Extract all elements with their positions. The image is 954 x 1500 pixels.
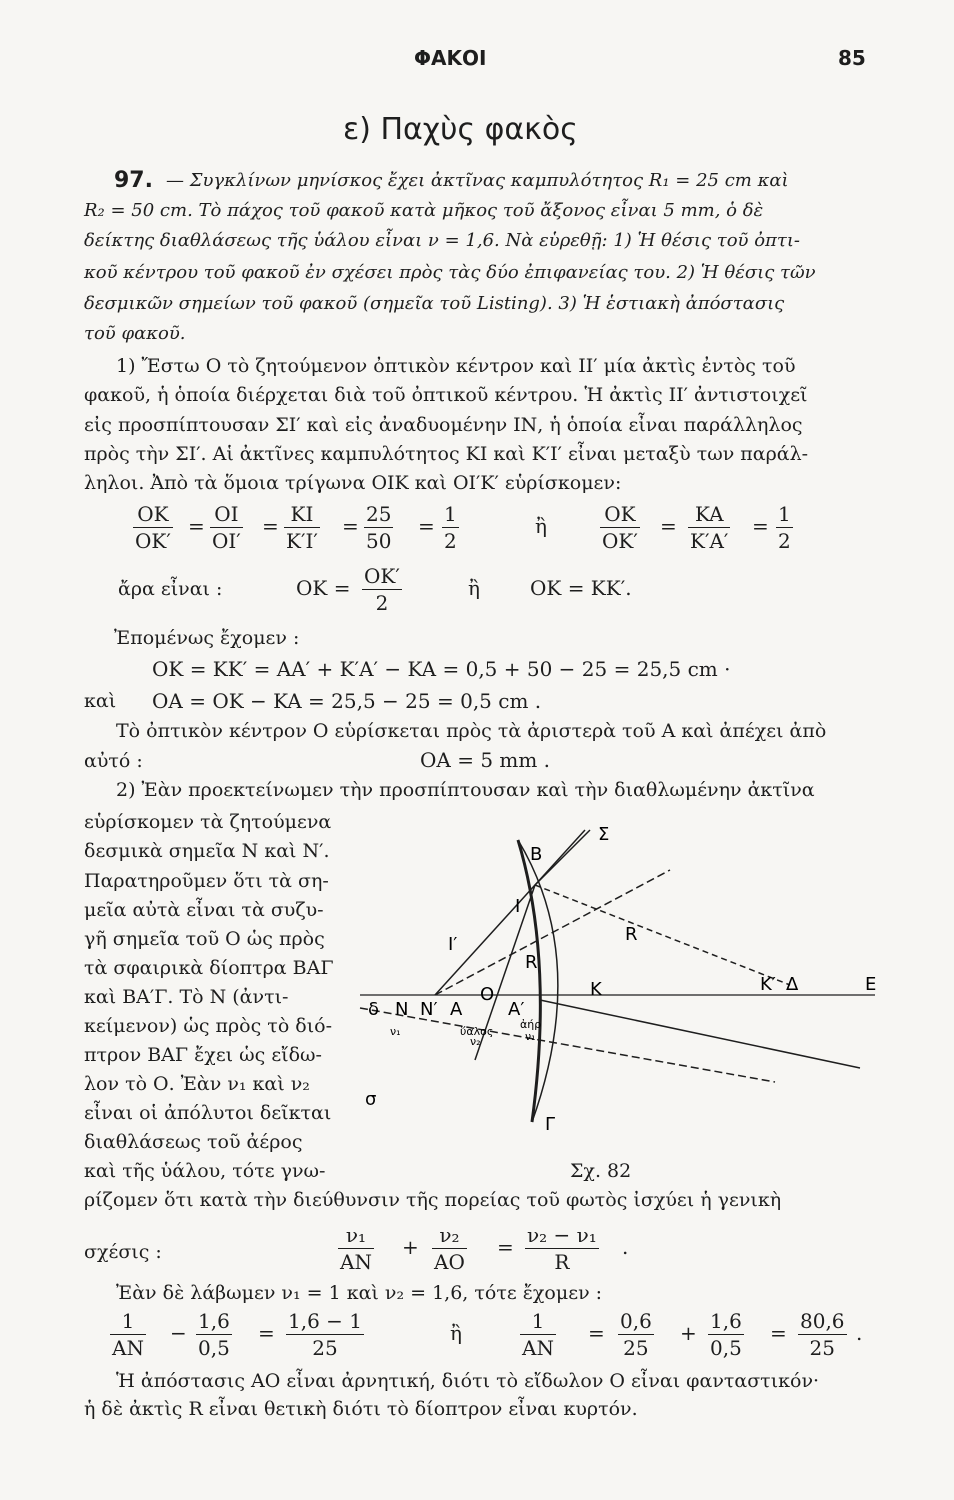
equation: OK = KK′. bbox=[530, 576, 632, 600]
column-line: καὶ τῆς ὑάλου, τότε γνω- bbox=[84, 1160, 326, 1182]
label-i: I bbox=[515, 896, 521, 917]
fraction: $\frac{80,6}{25}$ bbox=[800, 1309, 845, 1360]
label-e: E bbox=[865, 974, 877, 995]
solution1-line: πρὸς τὴν ΣΙ′. Αἱ ἀκτῖνες καμπυλότητος ΚΙ καὶ Κ′Ι′ εἶναι μεταξὺ των παράλ- bbox=[84, 443, 809, 465]
text-line: Ἐὰν δὲ λάβωμεν ν₁ = 1 καὶ ν₂ = 1,6, τότε ἔχομεν : bbox=[116, 1282, 603, 1304]
label-n-prime: N′ bbox=[420, 999, 438, 1020]
fraction: $\frac{OI}{OI'}$ bbox=[212, 502, 241, 553]
equation: OK = KK′ = AA′ + K′A′ − KA = 0,5 + 50 − 25 = 25,5 cm · bbox=[152, 657, 731, 681]
fraction: $\frac{KI}{K'I'}$ bbox=[286, 502, 318, 553]
label-air: ἀήρ bbox=[520, 1018, 542, 1031]
text-line: Ἐπομένως ἔχομεν : bbox=[114, 627, 300, 649]
label-a: A bbox=[450, 999, 463, 1020]
column-line: μεῖα αὐτὰ εἶναι τὰ συζυ- bbox=[84, 899, 324, 921]
fraction: $\frac{OK}{OK'}$ bbox=[602, 502, 638, 553]
column-line: τὰ σφαιρικὰ δίοπτρα ΒΑΓ bbox=[84, 957, 334, 979]
label-r: R bbox=[625, 924, 638, 945]
fraction: $\frac{1}{2}$ bbox=[778, 502, 791, 553]
figure-caption: Σχ. 82 bbox=[570, 1160, 632, 1182]
label-k-prime: K′ bbox=[760, 974, 776, 995]
fraction: $\frac{25}{50}$ bbox=[366, 502, 392, 553]
problem-line: δεσμικῶν σημείων τοῦ φακοῦ (σημεῖα τοῦ Listing). 3) Ἡ ἑστιακὴ ἀπόστασις bbox=[84, 293, 785, 314]
fraction: $\frac{\text{ν₁}}{AN}$ bbox=[340, 1223, 372, 1274]
fraction: $\frac{1,6}{0,5}$ bbox=[710, 1309, 742, 1360]
fraction: $\frac{\text{ν₂ − ν₁}}{R}$ bbox=[527, 1223, 597, 1274]
problem-line: τοῦ φακοῦ. bbox=[84, 323, 186, 344]
solution1-line: φακοῦ, ἡ ὁποία διέρχεται διὰ τοῦ ὀπτικοῦ κέντρου. Ἡ ἀκτὶς ΙΙ′ ἀντιστοιχεῖ bbox=[84, 384, 808, 406]
conjunction: ἢ bbox=[535, 514, 547, 538]
running-header: ΦΑΚΟΙ bbox=[414, 46, 487, 70]
text-line: 2) Ἐὰν προεκτείνωμεν τὴν προσπίπτουσαν καὶ τὴν διαθλωμένην ἀκτῖνα bbox=[116, 779, 815, 801]
conclusion-line: Ἡ ἀπόστασις ΑΟ εἶναι ἀρνητική, διότι τὸ εἴδωλον Ο εἶναι φανταστικόν· bbox=[116, 1370, 820, 1392]
emergent-ray bbox=[540, 1000, 860, 1068]
column-line: λον τὸ Ο. Ἐὰν ν₁ καὶ ν₂ bbox=[84, 1073, 310, 1095]
label-o: O bbox=[480, 984, 495, 1005]
fraction: $\frac{1}{AN}$ bbox=[522, 1309, 554, 1360]
equation: OA = 5 mm . bbox=[420, 748, 551, 772]
column-line: γῆ σημεῖα τοῦ Ο ὡς πρὸς bbox=[84, 928, 325, 950]
ara-label: ἄρα εἶναι : bbox=[118, 578, 223, 600]
fraction: $\frac{KA}{K'A'}$ bbox=[690, 502, 729, 553]
conclusion-line: ἡ δὲ ἀκτὶς R εἶναι θετικὴ διότι τὸ δίοπτρον εἶναι κυρτόν. bbox=[84, 1398, 638, 1420]
problem-line: — Συγκλίνων μηνίσκος ἔχει ἀκτῖνας καμπυλότητος R₁ = 25 cm καὶ bbox=[166, 170, 789, 191]
solution1-line: 1) Ἔστω Ο τὸ ζητούμενον ὀπτικὸν κέντρον καὶ ΙΙ′ μία ἀκτὶς ἐντὸς τοῦ bbox=[116, 355, 796, 377]
text-line: καὶ bbox=[84, 690, 117, 712]
column-line: εἶναι οἱ ἀπόλυτοι δεῖκται bbox=[84, 1102, 332, 1124]
text-line: Τὸ ὀπτικὸν κέντρον Ο εὑρίσκεται πρὸς τὰ ἀριστερὰ τοῦ Α καὶ ἀπέχει ἀπὸ bbox=[116, 720, 827, 742]
label-sigma-small: σ bbox=[365, 1089, 377, 1110]
label-k: K bbox=[590, 979, 602, 1000]
label-r2: R bbox=[525, 952, 538, 973]
fraction: $\frac{OK'}{2}$ bbox=[364, 564, 400, 615]
equation: OA = OK − KA = 25,5 − 25 = 0,5 cm . bbox=[152, 689, 542, 713]
conjunction: ἢ bbox=[468, 576, 480, 600]
label-sigma: Σ bbox=[598, 824, 610, 845]
label-delta: Δ bbox=[786, 974, 799, 995]
label-nu1: ν₁ bbox=[390, 1025, 401, 1038]
radius-line-k bbox=[535, 885, 790, 985]
fraction: $\frac{OK}{OK'}$ bbox=[135, 502, 171, 553]
label-delta-small: δ bbox=[368, 999, 380, 1020]
column-line: κείμενον) ὡς πρὸς τὸ διό- bbox=[84, 1015, 333, 1037]
problem-line: δείκτης διαθλάσεως τῆς ὑάλου εἶναι ν = 1,6. Νὰ εὑρεθῇ: 1) Ἡ θέσις τοῦ ὀπτι- bbox=[84, 230, 800, 251]
column-line: εὑρίσκομεν τὰ ζητούμενα bbox=[84, 811, 332, 833]
section-title: ε) Παχὺς φακὸς bbox=[343, 112, 578, 147]
column-line: δεσμικὰ σημεῖα Ν καὶ Ν′. bbox=[84, 840, 330, 862]
label-a-prime: A′ bbox=[508, 999, 525, 1020]
problem-line: R₂ = 50 cm. Τὸ πάχος τοῦ φακοῦ κατὰ μῆκος τοῦ ἄξονος εἶναι 5 mm, ὁ δὲ bbox=[84, 200, 764, 221]
equation: OK = bbox=[296, 576, 351, 600]
incident-ray bbox=[435, 830, 585, 995]
fraction: $\frac{1}{2}$ bbox=[444, 502, 457, 553]
problem-number: 97. bbox=[114, 168, 153, 193]
column-line: πτρον ΒΑΓ ἔχει ὡς εἴδω- bbox=[84, 1044, 322, 1066]
ray-segment bbox=[535, 830, 590, 885]
label-nu1b: ν₁ bbox=[525, 1030, 536, 1043]
column-line: Παρατηροῦμεν ὅτι τὰ ση- bbox=[84, 870, 329, 892]
label-i-prime: I′ bbox=[448, 934, 458, 955]
solution1-line: ληλοι. Ἀπὸ τὰ ὅμοια τρίγωνα ΟΙΚ καὶ ΟΙ′Κ′ εὑρίσκομεν: bbox=[84, 472, 622, 494]
fraction: $\frac{1}{AN}$ bbox=[112, 1309, 144, 1360]
label-gamma: Γ bbox=[545, 1114, 556, 1135]
label-nu2: ν₂ bbox=[470, 1035, 481, 1048]
fraction: $\frac{1,6 - 1}{25}$ bbox=[288, 1309, 363, 1360]
column-line: καὶ ΒΑ′Γ. Τὸ Ν (ἀντι- bbox=[84, 986, 289, 1008]
lens-diagram bbox=[340, 800, 900, 1160]
solution1-line: εἰς προσπίπτουσαν ΣΙ′ καὶ εἰς ἀναδυομένην ΙΝ, ἡ ὁποία εἶναι παράλληλος bbox=[84, 414, 803, 436]
label-b: B bbox=[530, 844, 543, 865]
column-line: διαθλάσεως τοῦ ἀέρος bbox=[84, 1131, 303, 1153]
fraction: $\frac{0,6}{25}$ bbox=[620, 1309, 652, 1360]
sxesis-label: σχέσις : bbox=[84, 1241, 162, 1263]
fraction: $\frac{1,6}{0,5}$ bbox=[198, 1309, 230, 1360]
page-number: 85 bbox=[838, 46, 866, 70]
label-n: N bbox=[395, 999, 409, 1020]
text-line: ρίζομεν ὅτι κατὰ τὴν διεύθυνσιν τῆς πορείας τοῦ φωτὸς ἰσχύει ἡ γενικὴ bbox=[84, 1189, 782, 1211]
label-glass: ὕαλος bbox=[460, 1025, 494, 1038]
problem-line: κοῦ κέντρου τοῦ φακοῦ ἐν σχέσει πρὸς τὰς δύο ἐπιφανείας του. 2) Ἡ θέσις τῶν bbox=[84, 262, 816, 283]
fraction: $\frac{\text{ν₂}}{AO}$ bbox=[434, 1223, 465, 1274]
text-line: αὐτό : bbox=[84, 750, 143, 772]
